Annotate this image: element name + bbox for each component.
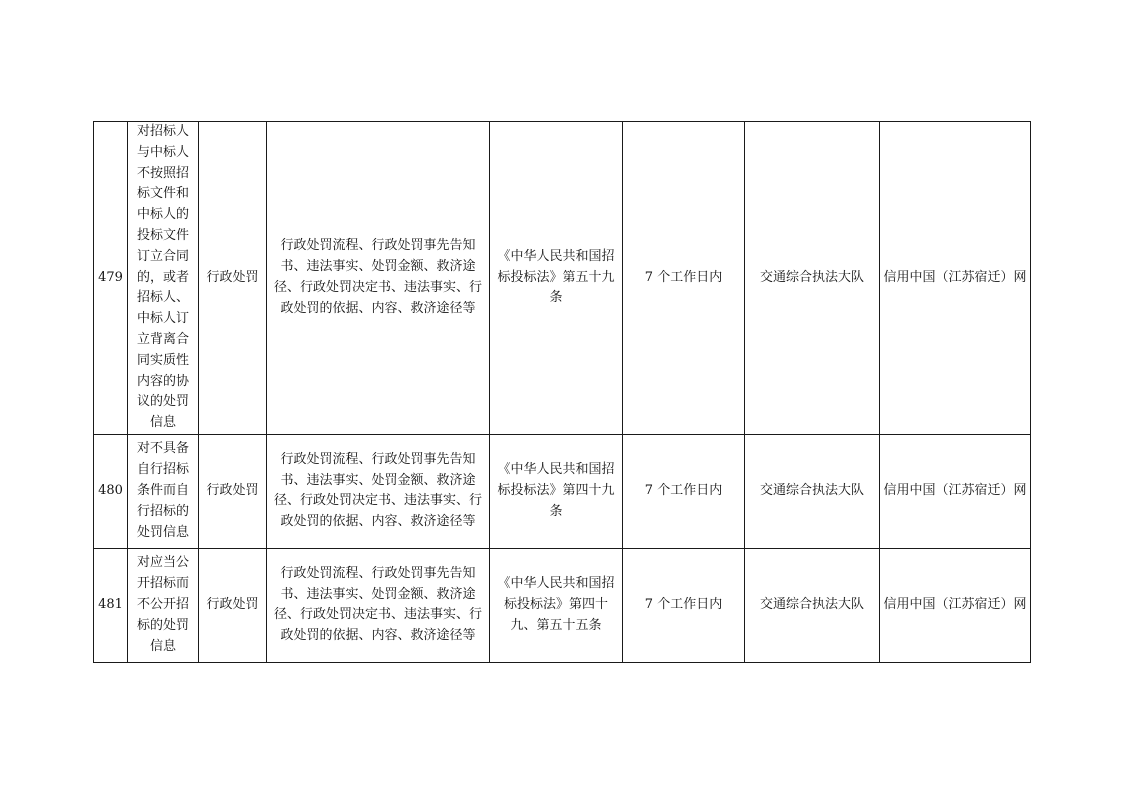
- item-category: 行政处罚: [199, 434, 267, 548]
- disclosure-content: 行政处罚流程、行政处罚事先告知书、违法事实、处罚金额、救济途径、行政处罚决定书、违法事实、行政处罚的依据、内容、救济途径等: [267, 122, 490, 435]
- disclosure-channel: 信用中国（江苏宿迁）网: [880, 548, 1031, 662]
- table-row: [94, 122, 1031, 435]
- disclosure-period: 7 个工作日内: [623, 434, 745, 548]
- disclosure-table: [93, 121, 1031, 663]
- disclosure-channel: 信用中国（江苏宿迁）网: [880, 434, 1031, 548]
- item-category: 行政处罚: [199, 548, 267, 662]
- legal-basis: 《中华人民共和国招标投标法》第四十九、第五十五条: [490, 548, 623, 662]
- responsible-department: 交通综合执法大队: [745, 434, 880, 548]
- item-category: 行政处罚: [199, 122, 267, 435]
- row-number: 481: [94, 548, 128, 662]
- legal-basis: 《中华人民共和国招标投标法》第五十九条: [490, 122, 623, 435]
- disclosure-content: 行政处罚流程、行政处罚事先告知书、违法事实、处罚金额、救济途径、行政处罚决定书、违法事实、行政处罚的依据、内容、救济途径等: [267, 434, 490, 548]
- responsible-department: 交通综合执法大队: [745, 548, 880, 662]
- disclosure-period: 7 个工作日内: [623, 548, 745, 662]
- item-name: 对不具备自行招标条件而自行招标的处罚信息: [128, 434, 199, 548]
- disclosure-channel: 信用中国（江苏宿迁）网: [880, 122, 1031, 435]
- table-row: [94, 434, 1031, 548]
- item-name: 对应当公开招标而不公开招标的处罚信息: [128, 548, 199, 662]
- responsible-department: 交通综合执法大队: [745, 122, 880, 435]
- row-number: 480: [94, 434, 128, 548]
- table-row: [94, 548, 1031, 662]
- disclosure-content: 行政处罚流程、行政处罚事先告知书、违法事实、处罚金额、救济途径、行政处罚决定书、违法事实、行政处罚的依据、内容、救济途径等: [267, 548, 490, 662]
- row-number: 479: [94, 122, 128, 435]
- disclosure-period: 7 个工作日内: [623, 122, 745, 435]
- item-name: 对招标人与中标人不按照招标文件和中标人的投标文件订立合同的，或者招标人、中标人订立背离合同实质性内容的协议的处罚信息: [128, 122, 199, 435]
- legal-basis: 《中华人民共和国招标投标法》第四十九条: [490, 434, 623, 548]
